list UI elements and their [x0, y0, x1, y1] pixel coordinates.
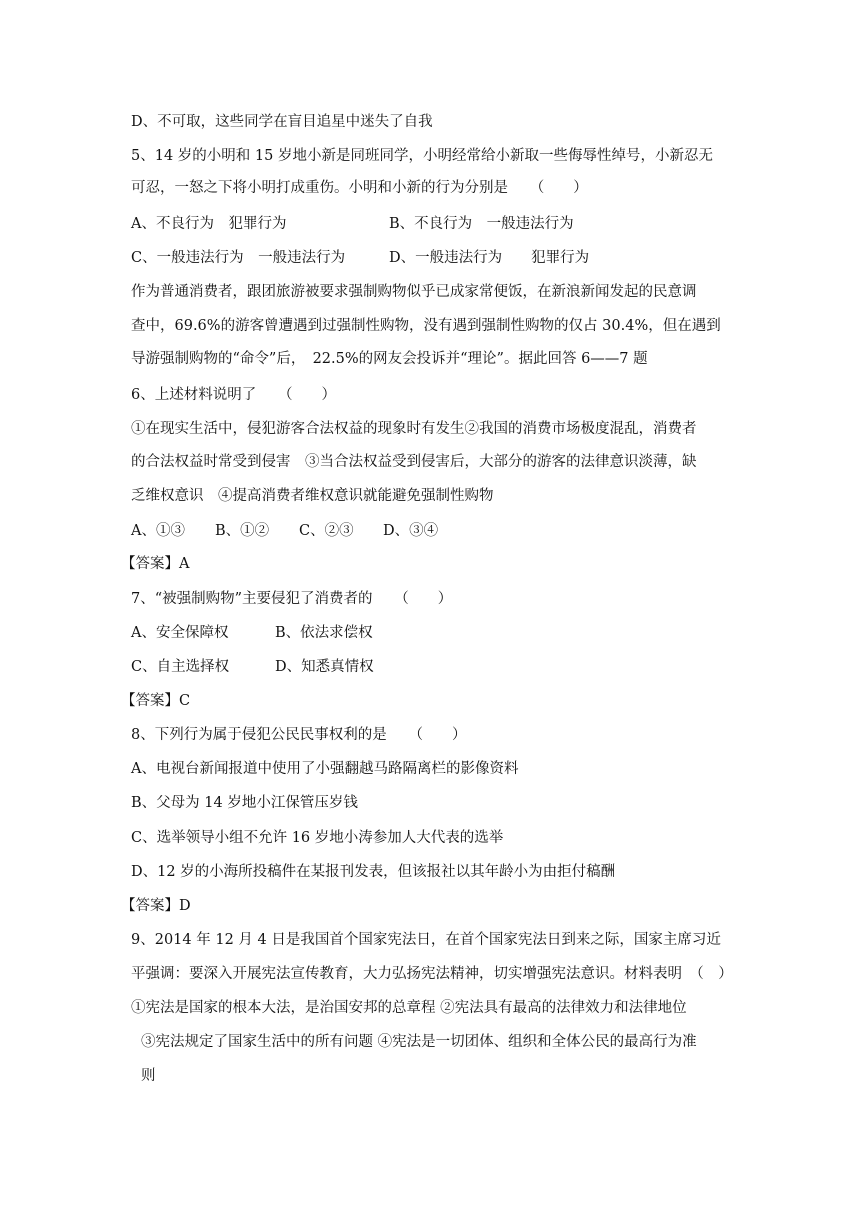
q8-option-d: D、12 岁的小海所投稿件在某报刊发表，但该报社以其年龄小为由拒付稿酬 — [131, 864, 616, 880]
q4-option-d: D、不可取，这些同学在盲目追星中迷失了自我 — [131, 114, 433, 130]
q9-statement-line-1: ①宪法是国家的根本大法，是治国安邦的总章程 ②宪法具有最高的法律效力和法律地位 — [131, 1000, 687, 1016]
q9-statement-line-2: ③宪法规定了国家生活中的所有问题 ④宪法是一切团体、组织和全体公民的最高行为准 — [141, 1034, 697, 1050]
q6-statement-line-1: ①在现实生活中，侵犯游客合法权益的现象时有发生②我国的消费市场极度混乱，消费者 — [131, 421, 697, 437]
q7-answer: 【答案】C — [121, 693, 191, 709]
q5-option-b: B、不良行为 一般违法行为 — [389, 216, 574, 232]
q6-option-b: B、①② — [215, 523, 270, 539]
q7-option-c: C、自主选择权 — [131, 659, 230, 675]
q8-option-b: B、父母为 14 岁地小江保管压岁钱 — [131, 795, 358, 811]
q8-stem: 8、下列行为属于侵犯公民民事权利的是 （ ） — [131, 727, 467, 743]
q7-options-row-1 — [131, 623, 731, 643]
q6-answer: 【答案】A — [121, 556, 190, 572]
q7-option-b: B、依法求偿权 — [275, 625, 373, 641]
q5-options-row-1 — [131, 214, 731, 234]
q5-stem-line-2: 可忍，一怒之下将小明打成重伤。小明和小新的行为分别是 （ ） — [131, 180, 588, 196]
q5-stem-line-1: 5、14 岁的小明和 15 岁地小新是同班同学，小明经常给小新取一些侮辱性绰号，小新忍无 — [131, 148, 713, 164]
q6-options — [131, 521, 731, 541]
q6-option-a: A、①③ — [131, 523, 185, 539]
q7-option-a: A、安全保障权 — [131, 625, 229, 641]
material-line-2: 查中，69.6%的游客曾遭遇到过强制性购物，没有遇到强制性购物的仅占 30.4%，但在遇到 — [131, 318, 721, 334]
q7-option-d: D、知悉真情权 — [275, 659, 374, 675]
q5-option-d: D、一般违法行为 犯罪行为 — [389, 250, 590, 266]
q8-option-a: A、电视台新闻报道中使用了小强翻越马路隔离栏的影像资料 — [131, 761, 519, 777]
q8-answer: 【答案】D — [121, 898, 191, 914]
q7-options-row-2 — [131, 657, 731, 677]
q8-option-c: C、选举领导小组不允许 16 岁地小涛参加人大代表的选举 — [131, 830, 504, 846]
q7-stem: 7、“被强制购物”主要侵犯了消费者的 （ ） — [131, 591, 453, 607]
q6-option-d: D、③④ — [383, 523, 439, 539]
material-line-3: 导游强制购物的“命令”后， 22.5%的网友会投诉并“理论”。据此回答 6——7 题 — [131, 351, 648, 367]
q9-statement-line-3: 则 — [141, 1068, 156, 1084]
material-line-1: 作为普通消费者，跟团旅游被要求强制购物似乎已成家常便饭，在新浪新闻发起的民意调 — [131, 284, 697, 300]
q5-option-c: C、一般违法行为 一般违法行为 — [131, 250, 346, 266]
q5-options-row-2 — [131, 248, 731, 268]
q6-option-c: C、②③ — [299, 523, 354, 539]
q6-statement-line-3: 乏维权意识 ④提高消费者维权意识就能避免强制性购物 — [131, 488, 494, 504]
q6-stem: 6、上述材料说明了 （ ） — [131, 387, 336, 403]
q9-stem-line-1: 9、2014 年 12 月 4 日是我国首个国家宪法日，在首个国家宪法日到来之际，国家主席习近 — [131, 932, 721, 948]
q9-stem-line-2: 平强调：要深入开展宪法宣传教育，大力弘扬宪法精神，切实增强宪法意识。材料表明 （ ） — [131, 966, 733, 982]
q6-statement-line-2: 的合法权益时常受到侵害 ③当合法权益受到侵害后，大部分的游客的法律意识淡薄，缺 — [131, 454, 697, 470]
q5-option-a: A、不良行为 犯罪行为 — [131, 216, 287, 232]
